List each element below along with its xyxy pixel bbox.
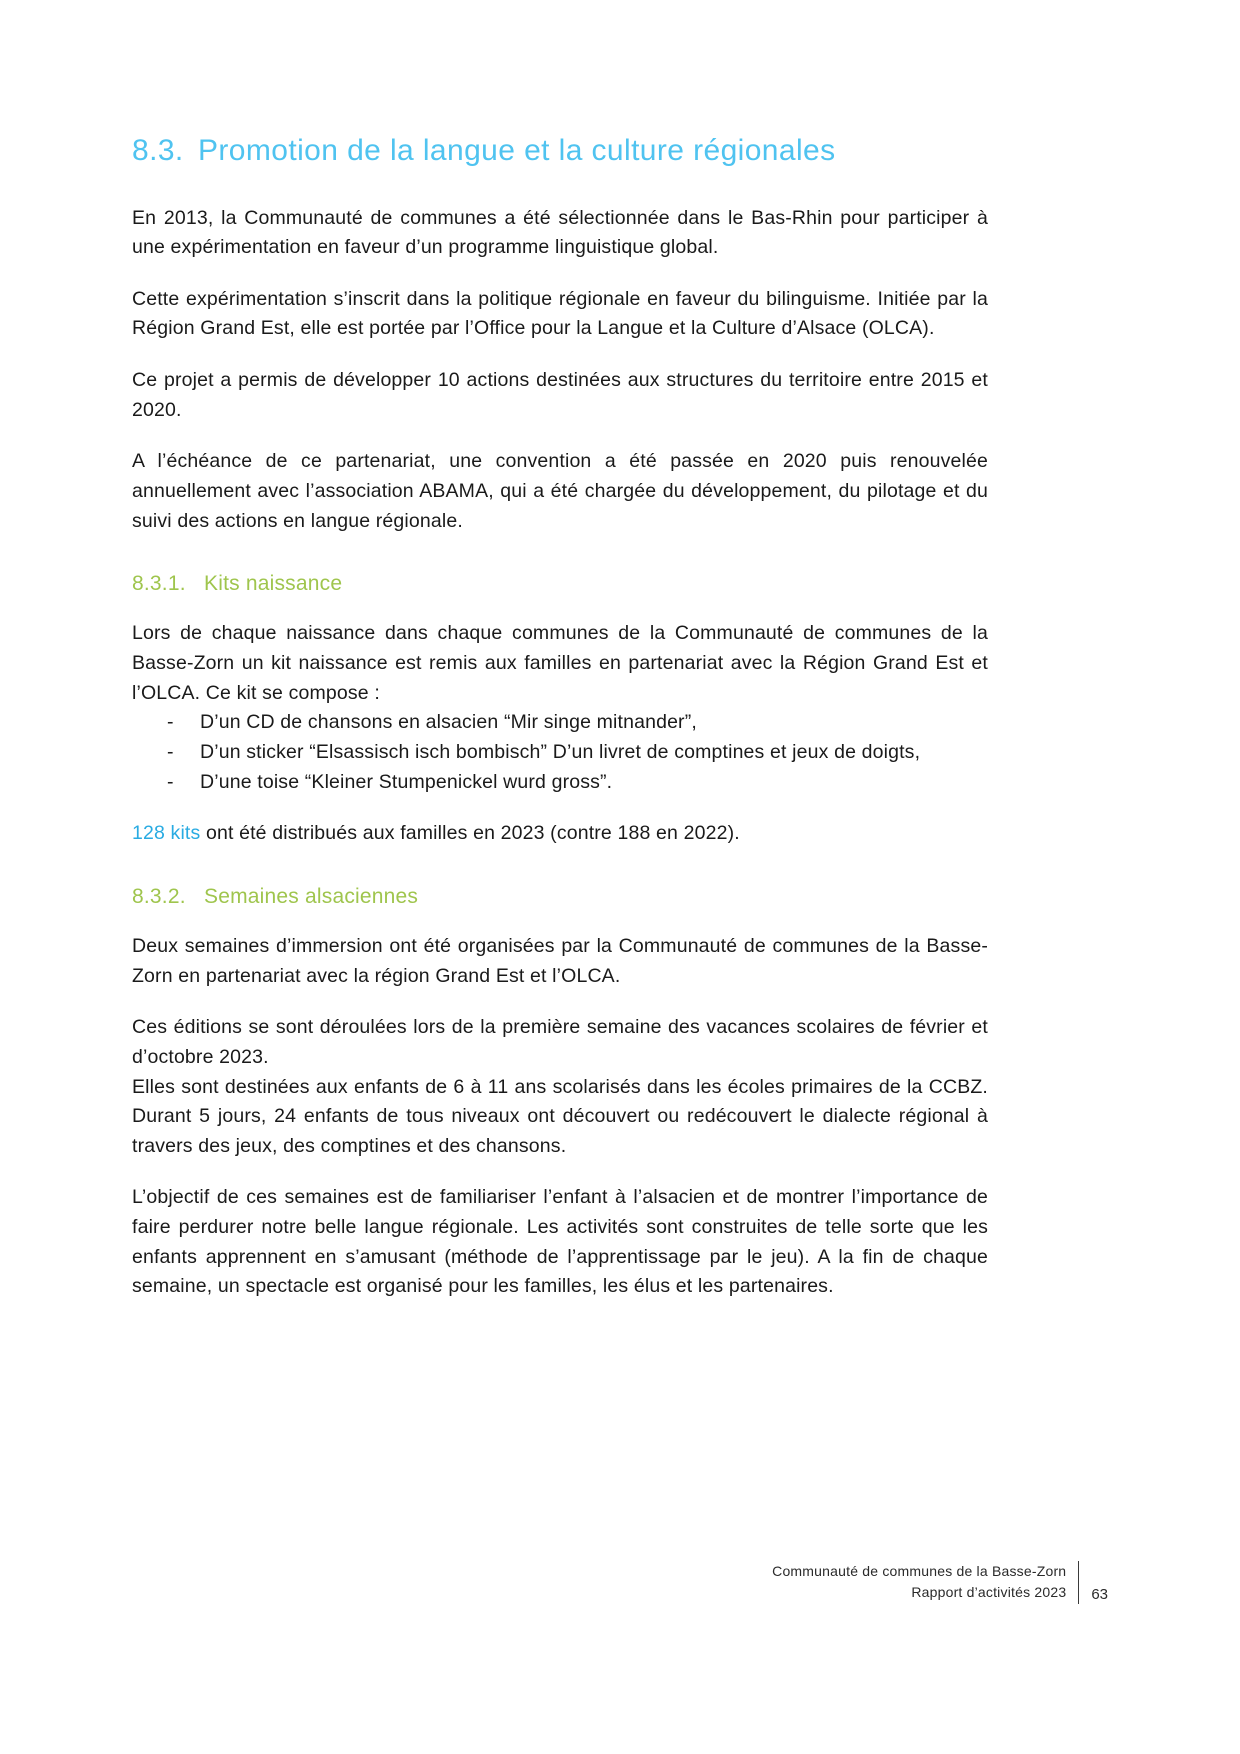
- footer-line-2: Rapport d’activités 2023: [911, 1584, 1067, 1601]
- kits-contents-list: [132, 708, 988, 797]
- dash-marker: -: [167, 711, 174, 734]
- kits-intro-paragraph: Lors de chaque naissance dans chaque communes de la Communauté de communes de la Basse-Zorn un kit naissance est remis aux familles en partenariat avec la Région Grand Est et l’OLCA. Ce kit se compose :: [132, 622, 988, 704]
- subsection-1-number: 8.3.1.: [132, 572, 186, 596]
- subsection-1-title: Kits naissance: [204, 572, 343, 596]
- kits-statistic-rest: ont été distribués aux familles en 2023 (contre 188 en 2022).: [200, 822, 740, 845]
- footer-divider: [1078, 1561, 1079, 1604]
- list-item: [132, 738, 988, 768]
- page-footer: [772, 1561, 1108, 1604]
- list-item-label: D’un CD de chansons en alsacien “Mir singe mitnander”,: [200, 711, 697, 734]
- subsection-2-title: Semaines alsaciennes: [204, 884, 419, 908]
- dash-marker: -: [167, 770, 174, 793]
- footer-line-1: Communauté de communes de la Basse-Zorn: [772, 1562, 1067, 1579]
- paragraph-intro-2: Cette expérimentation s’inscrit dans la politique régionale en faveur du bilinguisme. Initiée par la Région Grand Est, elle est portée par l’Office pour la Langue et la Culture d’Alsace (OLCA).: [132, 287, 988, 340]
- paragraph-intro-4: A l’échéance de ce partenariat, une convention a été passée en 2020 puis renouvelée annuellement avec l’association ABAMA, qui a été chargée du développement, du pilotage et du suivi des actions en langue régionale.: [132, 450, 988, 532]
- list-item-label: D’une toise “Kleiner Stumpenickel wurd gross”.: [200, 770, 613, 793]
- list-item: [132, 768, 988, 798]
- kits-statistic-paragraph: [132, 819, 988, 849]
- section-heading: [132, 132, 988, 170]
- list-item: [132, 708, 988, 738]
- section-heading-number: 8.3.: [132, 134, 184, 167]
- page-number: 63: [1091, 1586, 1108, 1603]
- subsection-heading-kits-naissance: [132, 570, 988, 597]
- footer-organization: [772, 1561, 1066, 1604]
- subsection-2-number: 8.3.2.: [132, 884, 186, 908]
- semaines-paragraph-1: Deux semaines d’immersion ont été organisées par la Communauté de communes de la Basse-Zorn en partenariat avec la région Grand Est et l’OLCA.: [132, 935, 988, 987]
- dash-marker: -: [167, 740, 174, 763]
- list-item-label: D’un sticker “Elsassisch isch bombisch” D’un livret de comptines et jeux de doigts,: [200, 740, 921, 763]
- semaines-paragraph-2: Ces éditions se sont déroulées lors de la première semaine des vacances scolaires de février et d’octobre 2023.: [132, 1016, 988, 1068]
- section-heading-title: Promotion de la langue et la culture régionales: [198, 134, 836, 167]
- semaines-paragraph-3: Elles sont destinées aux enfants de 6 à 11 ans scolarisés dans les écoles primaires de la CCBZ. Durant 5 jours, 24 enfants de tous niveaux ont découvert ou redécouvert le dialecte régional à travers des jeux, des comptines et des chansons.: [132, 1075, 988, 1157]
- semaines-paragraph-4: L’objectif de ces semaines est de familiariser l’enfant à l’alsacien et de montrer l’importance de faire perdurer notre belle langue régionale. Les activités sont construites de telle sorte que les enfants apprennent en s’amusant (méthode de l’apprentissage par le jeu). A la fin de chaque semaine, un spectacle est organisé pour les familles, les élus et les partenaires.: [132, 1186, 988, 1298]
- paragraph-intro-1: En 2013, la Communauté de communes a été sélectionnée dans le Bas-Rhin pour participer à une expérimentation en faveur d’un programme linguistique global.: [132, 206, 988, 259]
- subsection-heading-semaines-alsaciennes: [132, 883, 988, 910]
- kits-count-highlight: 128 kits: [132, 822, 201, 845]
- page-content: [132, 132, 988, 1324]
- paragraph-intro-3: Ce projet a permis de développer 10 actions destinées aux structures du territoire entre 2015 et 2020.: [132, 369, 988, 421]
